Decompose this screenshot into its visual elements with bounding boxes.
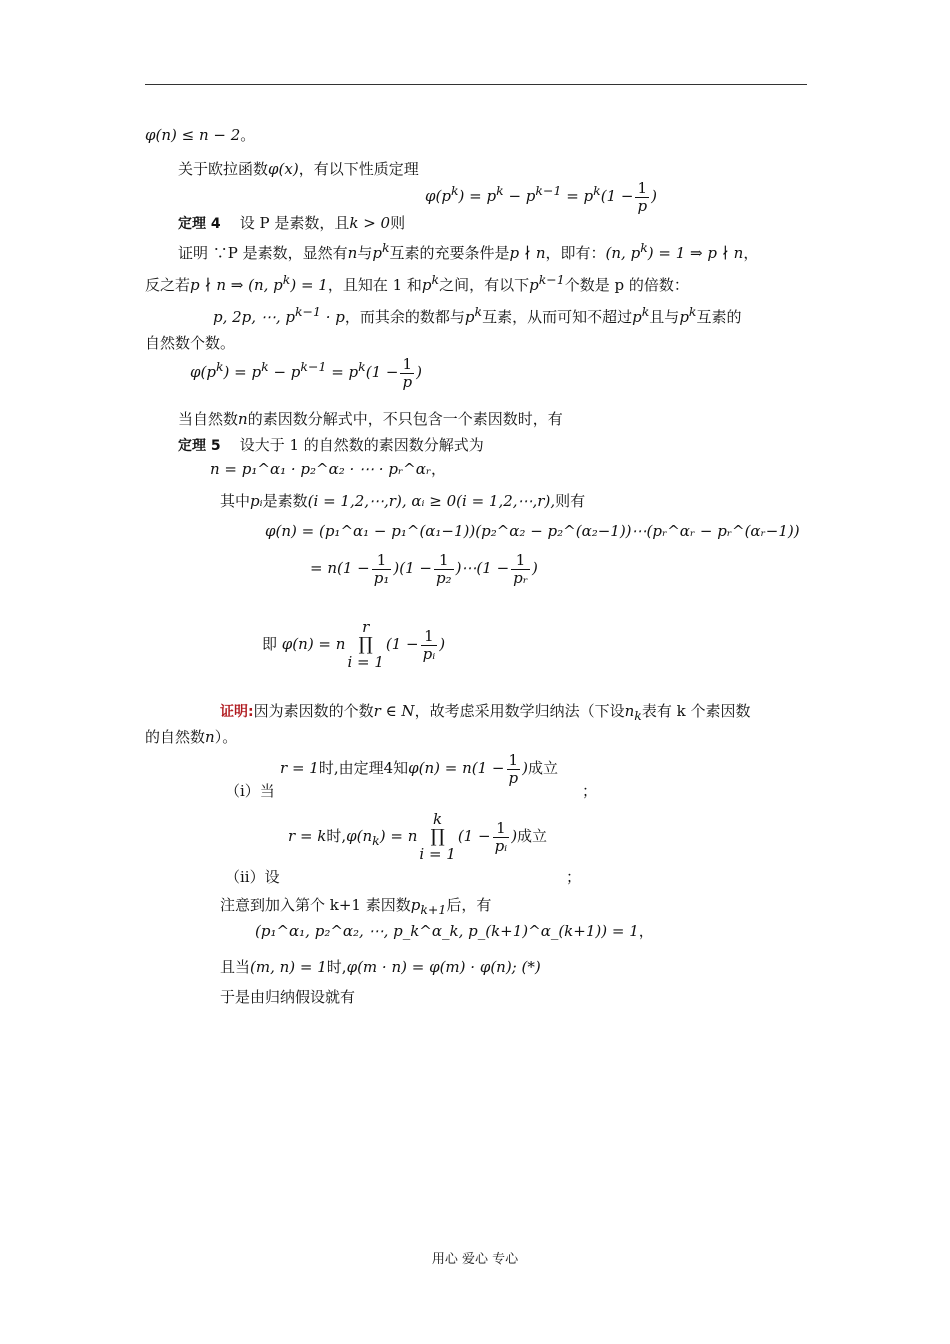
line-multiples: p, 2p, ⋯, $p^{k-1} \cdot p$，而其余的数都与$p^k$互素，从而可知不超过$p^k$且与$p^k$互素的 [213, 304, 742, 326]
line-theorem5: 定理 5 设大于 1 的自然数的素因数分解式为 [178, 436, 484, 454]
header-rule [145, 84, 807, 85]
line-phi-bound: φ(n) ≤ n − 2。 [145, 126, 256, 144]
formula-coprime: (p₁^α₁, p₂^α₂, ⋯, p_k^α_k, p_(k+1)^α_(k+1)) = 1， [255, 922, 654, 940]
line-multiplicative: 且当(m, n) = 1时,φ(m · n) = φ(m) · φ(n); (*) [220, 958, 541, 976]
line-euler-intro: 关于欧拉函数φ(x)，有以下性质定理 [178, 160, 419, 178]
formula-theorem4-result: $\varphi(p^k) = p^k - p^{k-1} = p^k(1$ − $\frac{1}{p}$ ) [190, 355, 422, 391]
line-case-ii-end: ； [566, 868, 582, 886]
line-case-ii-label: （ii）设 [225, 868, 280, 886]
line-where: 其中pᵢ是素数(i = 1,2,⋯,r), αᵢ ≥ 0(i = 1,2,⋯,r),则有 [220, 492, 586, 510]
formula-phi-expanded: = n(1 − $\frac{1}{\text{p₁}}$ )(1 − $\frac{1}{\text{p₂}}$ )⋯(1 − $\frac{1}{\text{pᵣ}}$ ) [310, 551, 538, 587]
formula-factorization: n = p₁^α₁ · p₂^α₂ · ⋯ · pᵣ^αᵣ， [210, 460, 447, 478]
line-converse: 反之若p ∤ n ⇒ (n, $p^k) = 1$，且知在 1 和$p^k$之间，有以下$p^{k-1}$个数是 p 的倍数： [145, 272, 689, 294]
formula-phi-pi: 即 φ(n) = n r ∏ i = 1 (1 − $\frac{1}{\text{pᵢ}}$ ) [262, 618, 446, 671]
line-proof5: 证明:因为素因数的个数r ∈ N，故考虑采用数学归纳法（下设$n_k$表有 k 个素因数 [220, 702, 751, 723]
line-theorem4: 定理 4 设 P 是素数，且k > 0则 [178, 214, 406, 232]
line-add-prime: 注意到加入第个 k+1 素因数$p_{k+1}$后，有 [220, 896, 492, 917]
line-proof5-cont: 的自然数n）。 [145, 728, 238, 746]
line-induction: 于是由归纳假设就有 [220, 988, 356, 1006]
line-proof-start: 证明 ∵P 是素数，显然有n与$p^k$互素的充要条件是p ∤ n，即有：(n, $p^k) = 1$ ⇒ p ∤ n， [178, 240, 759, 262]
line-count: 自然数个数。 [145, 334, 236, 352]
page-footer: 用心 爱心 专心 [431, 1252, 519, 1267]
formula-case-i: r = 1时,由定理4知φ(n) = n(1 − $\frac{1}{p}$ )成立 [280, 751, 558, 787]
formula-phi-product: φ(n) = (p₁^α₁ − p₁^(α₁−1))(p₂^α₂ − p₂^(α₂−1))⋯(pᵣ^αᵣ − pᵣ^(αᵣ−1)) [265, 522, 800, 540]
line-case-i-label: （i）当 [225, 782, 275, 800]
line-case-i-end: ； [582, 782, 598, 800]
line-multi-prime: 当自然数n的素因数分解式中，不只包含一个素因数时，有 [178, 410, 563, 428]
formula-theorem4: $\varphi(p^k) = p^k - p^{k-1} = p^k(1$ − $\frac{1}{p}$ ) [425, 179, 657, 215]
formula-case-ii: r = k时$,\varphi(n_k) = n$ k ∏ i = 1 (1 − $\frac{1}{\text{pᵢ}}$ )成立 [288, 810, 548, 863]
